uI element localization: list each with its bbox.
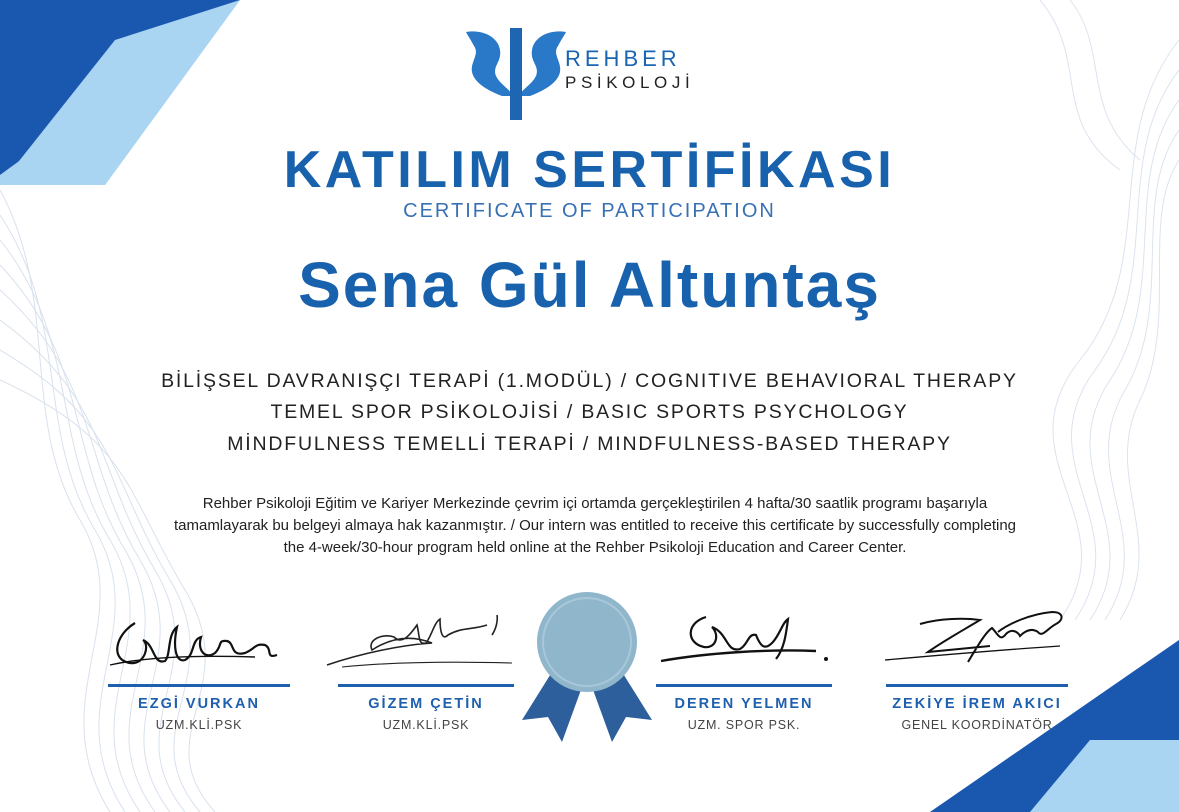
description-line: tamamlayarak bu belgeyi almaya hak kazanmıştır. / Our intern was entitled to receive this certificate by successfully completing: [173, 517, 1017, 534]
signatory-title: UZM.KLİ.PSK: [382, 718, 470, 732]
signature-line: [656, 684, 832, 687]
course-line: TEMEL SPOR PSİKOLOJİSİ / BASIC SPORTS PSYCHOLOGY: [270, 401, 909, 423]
signature-line: [338, 684, 514, 687]
description-line: the 4-week/30-hour program held online at the Rehber Psikoloji Education and Career Center.: [283, 539, 907, 556]
brand-name: REHBER: [565, 46, 681, 71]
signature-line: [108, 684, 290, 687]
signatory-name: EZGİ VURKAN: [138, 696, 260, 712]
signatory-title: UZM.KLİ.PSK: [155, 718, 243, 732]
signatory-title: UZM. SPOR PSK.: [687, 718, 801, 732]
description-line: Rehber Psikoloji Eğitim ve Kariyer Merkezinde çevrim içi ortamda gerçekleştirilen 4 hafta/30 saatlik programı başarıyla: [202, 495, 988, 512]
certificate-subtitle: CERTIFICATE OF PARTICIPATION: [403, 200, 776, 222]
signatory-name: ZEKİYE İREM AKICI: [892, 696, 1062, 712]
certificate-title: KATILIM SERTİFİKASI: [283, 141, 896, 199]
signatory-title: GENEL KOORDİNATÖR: [901, 718, 1053, 732]
signatory-name: DEREN YELMEN: [674, 696, 814, 712]
certificate-description: [90, 493, 1100, 559]
signature-ezgi-vurkan: [105, 615, 285, 680]
recipient-name: Sena Gül Altuntaş: [298, 249, 881, 321]
signature-line: [886, 684, 1068, 687]
brand-subname: PSİKOLOJİ: [565, 73, 695, 92]
course-line: BİLİŞSEL DAVRANIŞÇI TERAPİ (1.MODÜL) / COGNITIVE BEHAVIORAL THERAPY: [161, 370, 1018, 392]
signatory-name: GİZEM ÇETİN: [368, 696, 484, 712]
signature-deren-yelmen: [656, 605, 836, 675]
award-ribbon-icon: [512, 592, 662, 742]
signature-zekiye-irem-akici: [880, 602, 1070, 677]
signature-gizem-cetin: [322, 605, 522, 675]
course-line: MİNDFULNESS TEMELLİ TERAPİ / MINDFULNESS-BASED THERAPY: [227, 433, 952, 455]
